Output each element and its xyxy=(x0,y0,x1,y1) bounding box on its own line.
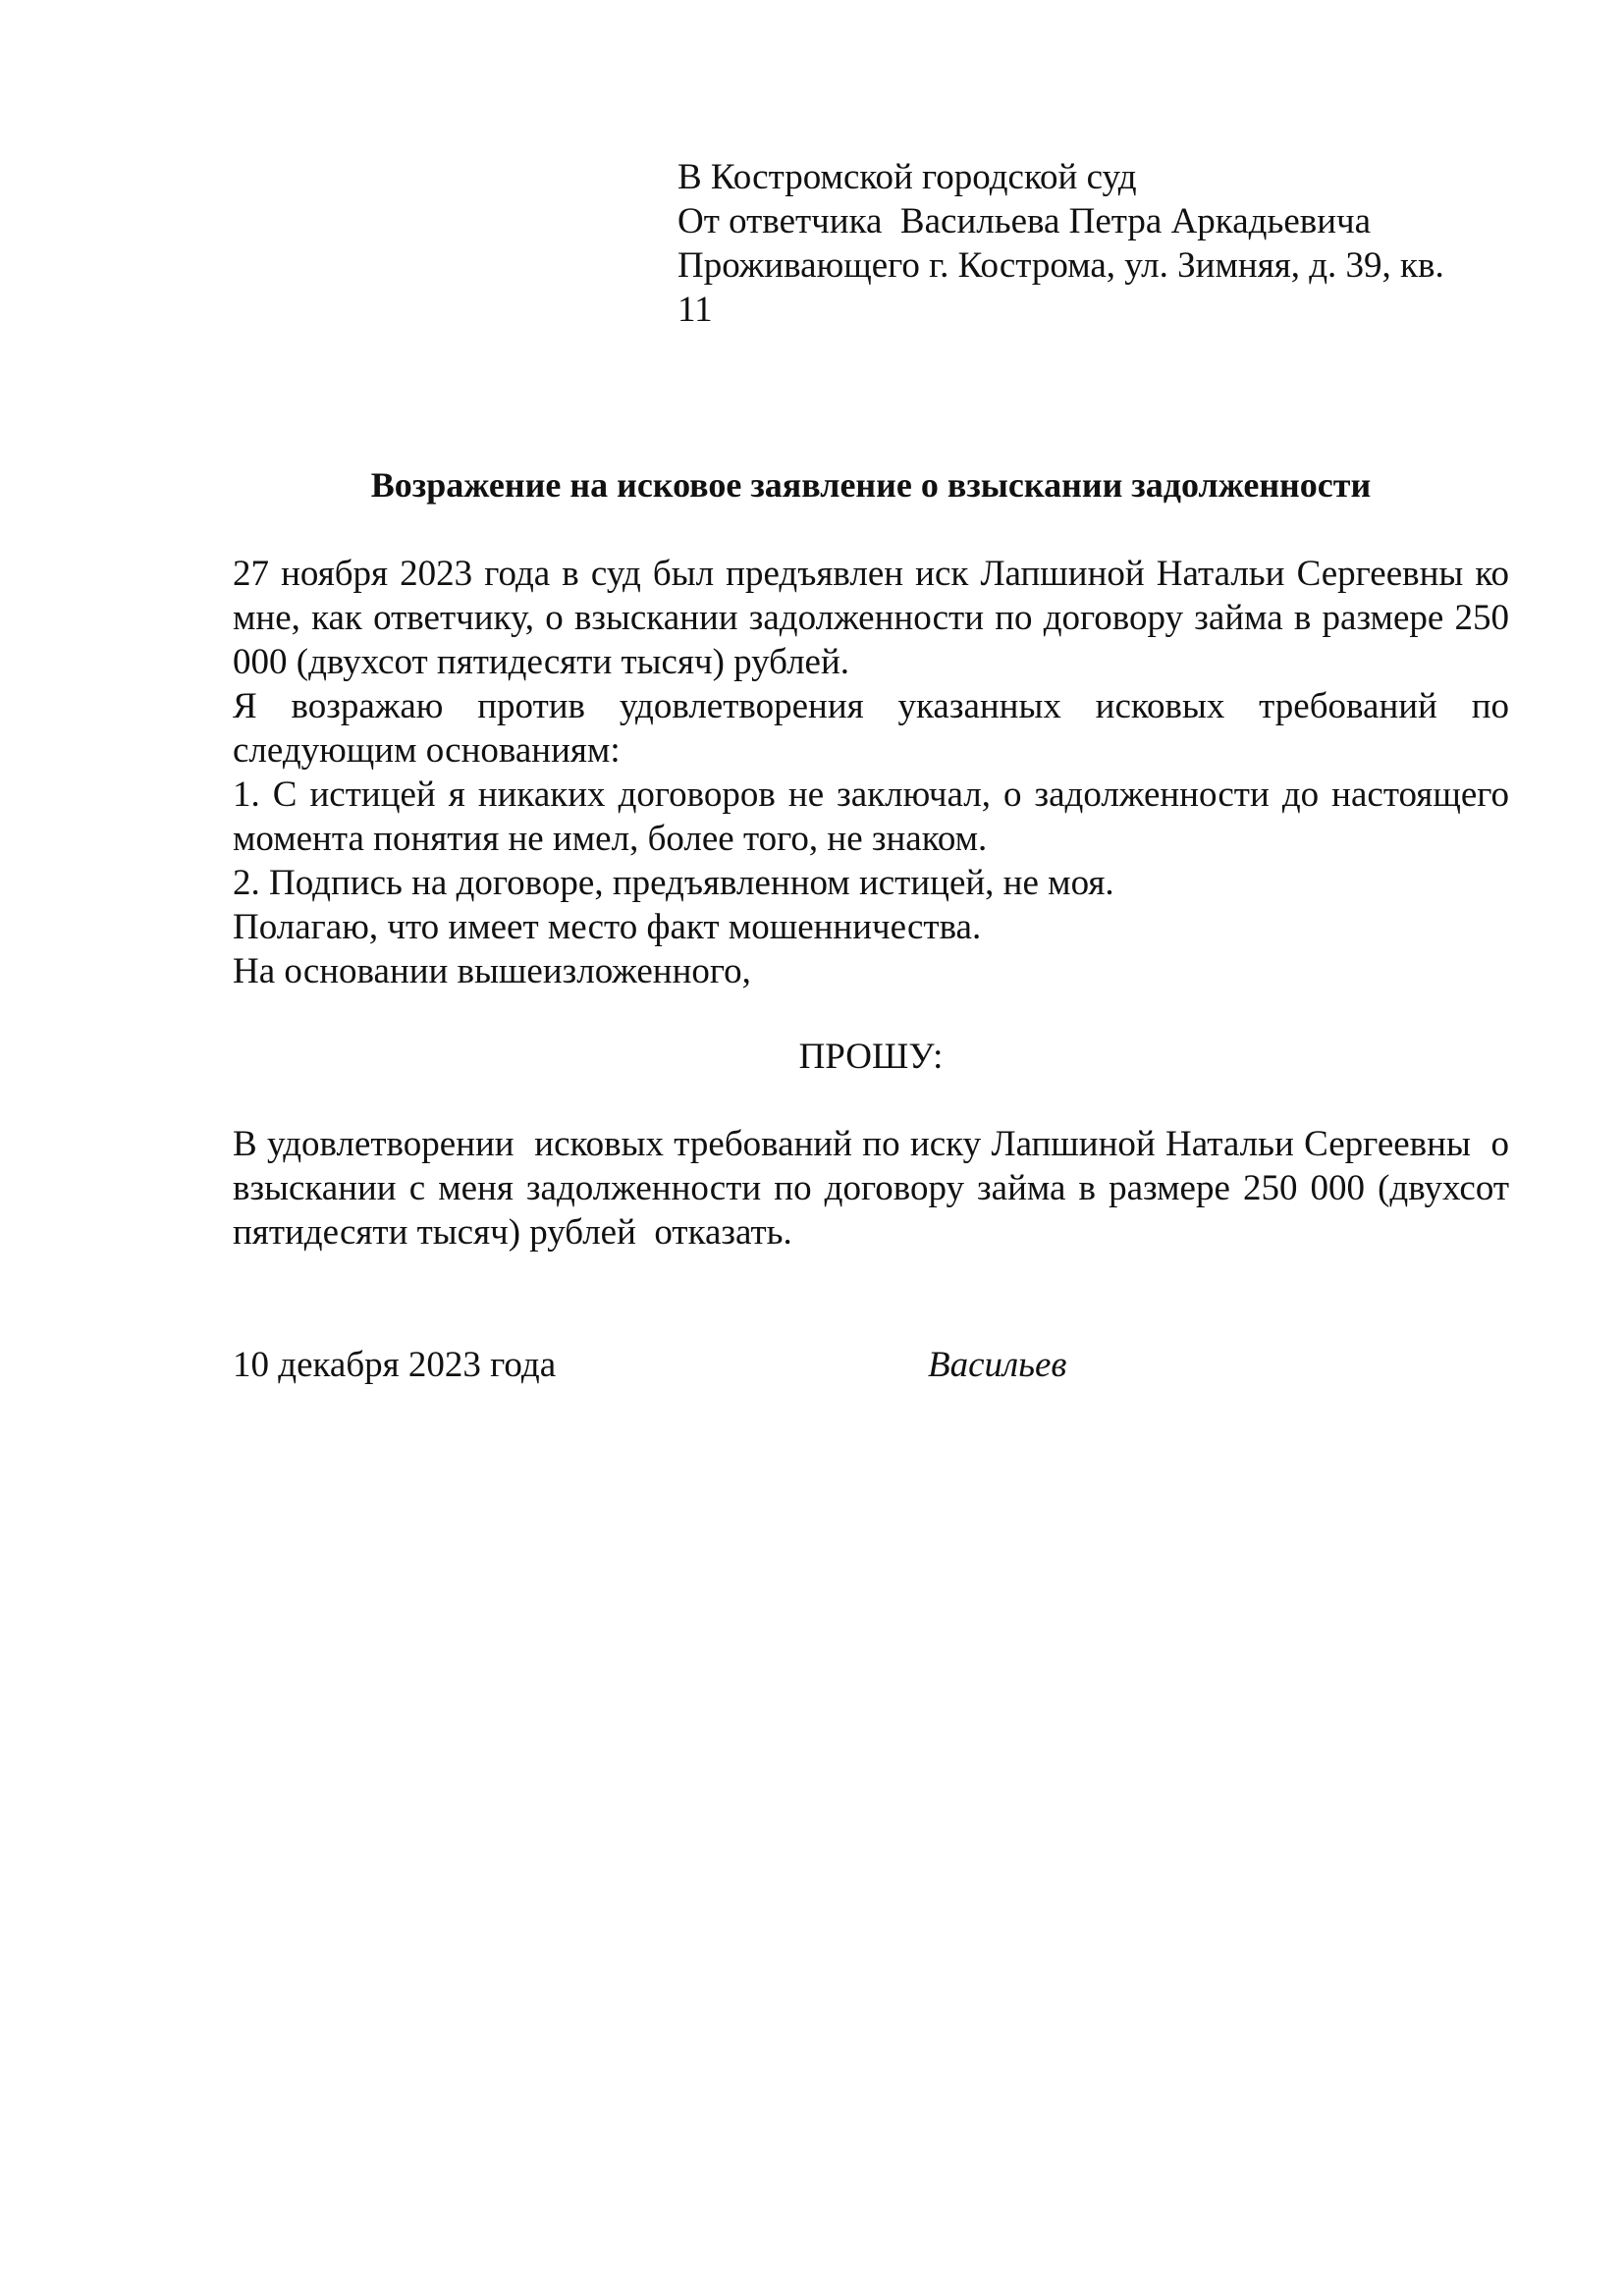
addressee-court: В Костромской городской суд xyxy=(677,157,1137,197)
body-paragraph-ground-2: 2. Подпись на договоре, предъявленном истицей, не моя. xyxy=(233,863,1114,903)
request-heading: ПРОШУ: xyxy=(798,1037,944,1077)
addressee-residence: Проживающего г. Кострома, ул. Зимняя, д. 39, кв. xyxy=(677,245,1444,286)
body-paragraph-fraud: Полагаю, что имеет место факт мошенничества. xyxy=(233,907,982,947)
document-body xyxy=(233,552,1509,993)
addressee-apartment: 11 xyxy=(677,290,713,330)
addressee-from: От ответчика Васильева Петра Аркадьевича xyxy=(677,201,1372,241)
signature: Васильев xyxy=(928,1345,1067,1385)
body-paragraph-basis: На основании вышеизложенного, xyxy=(233,951,751,991)
body-paragraph-ground-1: 1. С истицей я никаких договоров не заключал, о задолженности до настоящего момента понятия не имел, более того, не знаком. xyxy=(233,774,1509,859)
request-text: В удовлетворении исковых требований по иску Лапшиной Натальи Сергеевны о взыскании с меня задолженности по договору займа в размере 250 000 (двухсот пятидесяти тысяч) рублей отказать. xyxy=(233,1124,1519,1253)
addressee-block xyxy=(677,155,1522,332)
document-title: Возражение на исковое заявление о взыскании задолженности xyxy=(370,465,1372,505)
body-paragraph-claim: 27 ноября 2023 года в суд был предъявлен иск Лапшиной Натальи Сергеевны ко мне, как ответчику, о взыскании задолженности по договору займа в размере 250 000 (двухсот пятидесяти тысяч) рублей. xyxy=(233,554,1509,682)
document-date: 10 декабря 2023 года xyxy=(233,1345,557,1385)
body-paragraph-objection: Я возражаю против удовлетворения указанных исковых требований по следующим основаниям: xyxy=(233,686,1509,771)
